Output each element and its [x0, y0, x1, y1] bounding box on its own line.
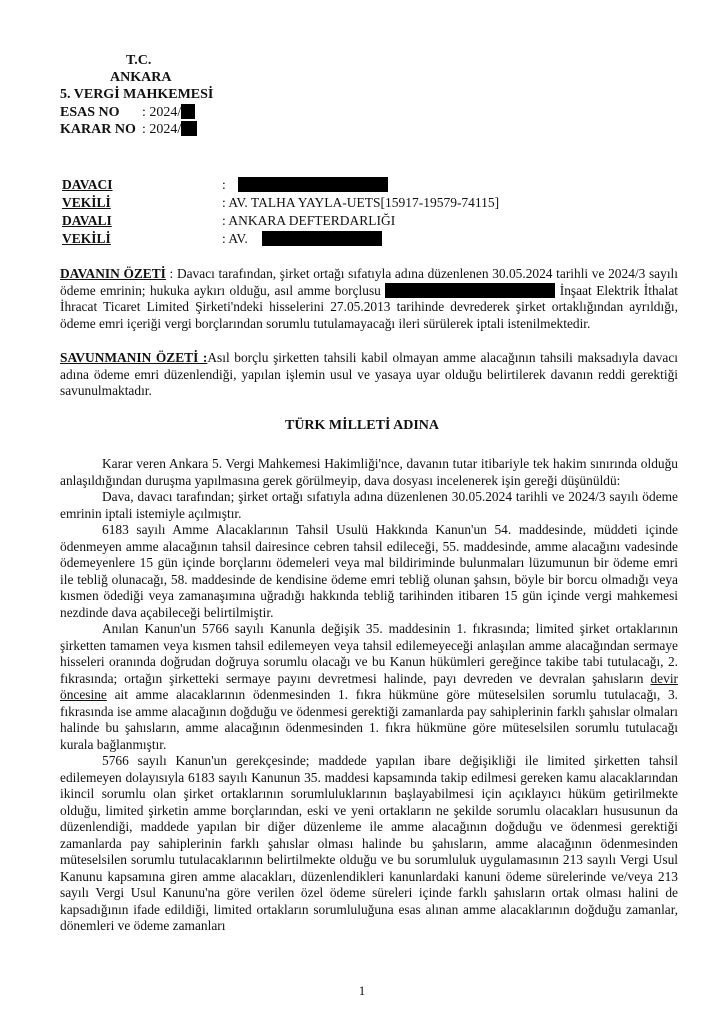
- redaction-box: [262, 231, 382, 246]
- paragraph-text: ait amme alacaklarının ödenmesinden 1. fıkra hükmüne göre müteselsilen sorumlu tutulacağı, 3. fıkrasında ise amme alacağının doğduğu ve ödenmesi gerektiği zamanlarda pay sahiplerinin farklı şahıslar olmaları halinde bu şahısların, amme alacağının ödenmesinden 1. fıkra hükmüne göre müteselsilen sorumlu tutulacağı kurala bağlanmıştır.: [60, 687, 678, 752]
- case-summary: [60, 266, 678, 332]
- header-tc: T.C.: [126, 53, 152, 68]
- party-value: : AV. TALHA YAYLA-UETS[15917-19579-74115]: [222, 195, 500, 210]
- decision-title: TÜRK MİLLETİ ADINA: [284, 418, 440, 433]
- defense-summary: [60, 350, 678, 400]
- redaction-box: [181, 104, 195, 119]
- paragraph: Dava, davacı tarafından; şirket ortağı sıfatıyla adına düzenlenen 30.05.2024 tarihli ve 2024/3 sayılı ödeme emrinin iptali istemiyle açılmıştır.: [60, 489, 678, 521]
- party-value: :: [222, 177, 226, 192]
- karar-line: [60, 121, 182, 138]
- header-court: 5. VERGİ MAHKEMESİ: [60, 87, 214, 102]
- header-city: ANKARA: [110, 70, 172, 85]
- defense-label: SAVUNMANIN ÖZETİ :: [60, 350, 208, 365]
- paragraph: 5766 sayılı Kanun'un gerekçesinde; maddede yapılan ibare değişikliği ile limited şirketten tahsil edilemeyen dolayısıyla 6183 sayılı Kanunun 35. maddesi kapsamında takip edilmesi gereken kamu alacaklarından ikincil sorumlu olan şirket ortaklarının sorumluluklarının başlayabilmesi için açıklayıcı hüküm getirilmekte olduğu, limited şirketin amme borçlarından, eski ve yeni ortakların ne şekilde sorumlu olacakları hususunun da düzenlendiği, maddede yapılan bir diğer düzenleme ile amme alacağının doğduğu ve ödenmesi gerektiği zamanlarda pay sahiplerinin farklı şahıslar olması halinde bu şahısların, amme alacağının ödenmesinden müteselsilen sorumlu tutulacaklarının belirtilmekte olduğu ve bu sorumluluk uygulamasının 213 sayılı Vergi Usul Kanunu kapsamına giren amme alacakları, düzenlendikleri kanunlardaki kanuni ödeme sürelerinde ve/veya 213 sayılı Vergi Usul Kanunu'na göre verilen özel ödeme süreleri içinde farklı şahısların ortak olması halini de kapsadığının ifade edildiği, limited ortakların sorumluluğuna esas alınan amme alacaklarının doğduğu zamanlar, dönemleri ve ödeme zamanları: [60, 753, 678, 933]
- karar-label: KARAR NO: [60, 122, 136, 137]
- decision-body: [60, 456, 678, 935]
- paragraph: [60, 621, 678, 753]
- party-label: DAVACI: [62, 177, 113, 192]
- page-number: 1: [358, 983, 366, 998]
- defense-text: Asıl borçlu şirketten tahsili kabil olmayan amme alacağının tahsili maksadıyla davacı adına ödeme emri düzenlendiği, yapılan işlemin usul ve yasaya uyar olduğu belirtilerek davanın reddi gerektiği savunulmaktadır.: [60, 350, 678, 398]
- redaction-box: [181, 121, 197, 136]
- paragraph: 6183 sayılı Amme Alacaklarının Tahsil Usulü Hakkında Kanun'un 54. maddesinde, müddeti içinde ödenmeyen amme alacağının tahsil dairesince cebren tahsil edileceği, 55. maddesinde, amme alacağını vadesinde ödemeyenlere 15 gün içinde borçlarını ödemeleri veya mal bildiriminde bulunmaları lüzumunun bir ödeme emri ile tebliğ olunacağı, 58. maddesinde de kendisine ödeme emri tebliğ olunan şahsın, böyle bir borcu olmadığı veya kısmen ödediği veya zamanaşımına uğradığı hakkında tebliğ tarihinden itibaren 15 gün içinde vergi mahkemesi nezdinde dava açabileceği belirtilmiştir.: [60, 522, 678, 620]
- redaction-box: [238, 177, 388, 192]
- party-value: : ANKARA DEFTERDARLIĞI: [222, 213, 396, 228]
- paragraph-text: Anılan Kanun'un 5766 sayılı Kanunla değişik 35. maddesinin 1. fıkrasında; limited şirket ortaklarının şirketten tamamen veya kısmen tahsil edilemeyen veya tahsil edilemeyeceği anlaşılan amme alacağından sermaye hisseleri oranında doğrudan doğruya sorumlu olacağı ve bu Kanun hükümleri gereğince takibe tabi tutulacağı, 2. fıkrasında; ortağın şirketteki sermaye payını devretmesi halinde, payı devreden ve devralan şahısların: [60, 621, 678, 686]
- summary-label: DAVANIN ÖZETİ: [60, 266, 166, 281]
- underlined-phrase: devir öncesine: [60, 670, 678, 702]
- party-label: DAVALI: [62, 213, 112, 228]
- summary-text-1: Davacı tarafından, şirket ortağı sıfatıyla adına düzenlenen 30.05.2024 tarihli ve 2024/3 sayılı ödeme emrinin; hukuka aykırı olduğu, asıl amme borçlusu: [60, 266, 678, 298]
- karar-value: : 2024/: [142, 122, 182, 137]
- esas-value: : 2024/: [142, 105, 182, 120]
- paragraph: Karar veren Ankara 5. Vergi Mahkemesi Hakimliği'nce, davanın tutar itibariyle tek hakim sınırında olduğu anlaşıldığından duruşma yapılmasına gerek görülmeyip, dava dosyası incelenerek işin gereği düşünüldü:: [60, 456, 678, 488]
- party-label: VEKİLİ: [62, 231, 111, 246]
- redaction-box: [385, 283, 555, 298]
- party-label: VEKİLİ: [62, 195, 111, 210]
- esas-line: [60, 104, 182, 121]
- summary-text-2: İnşaat Elektrik İthalat İhracat Ticaret Limited Şirketi'ndeki hisselerini 27.05.2013 tarihinde devrederek şirket ortaklığından ayrıldığı, ödeme emri içeriği vergi borçlarından sorumlu tutulamayacağı ileri sürülerek iptali istenilmektedir.: [60, 282, 678, 331]
- esas-label: ESAS NO: [60, 105, 120, 120]
- summary-colon: :: [165, 266, 177, 281]
- party-value: : AV.: [222, 231, 248, 246]
